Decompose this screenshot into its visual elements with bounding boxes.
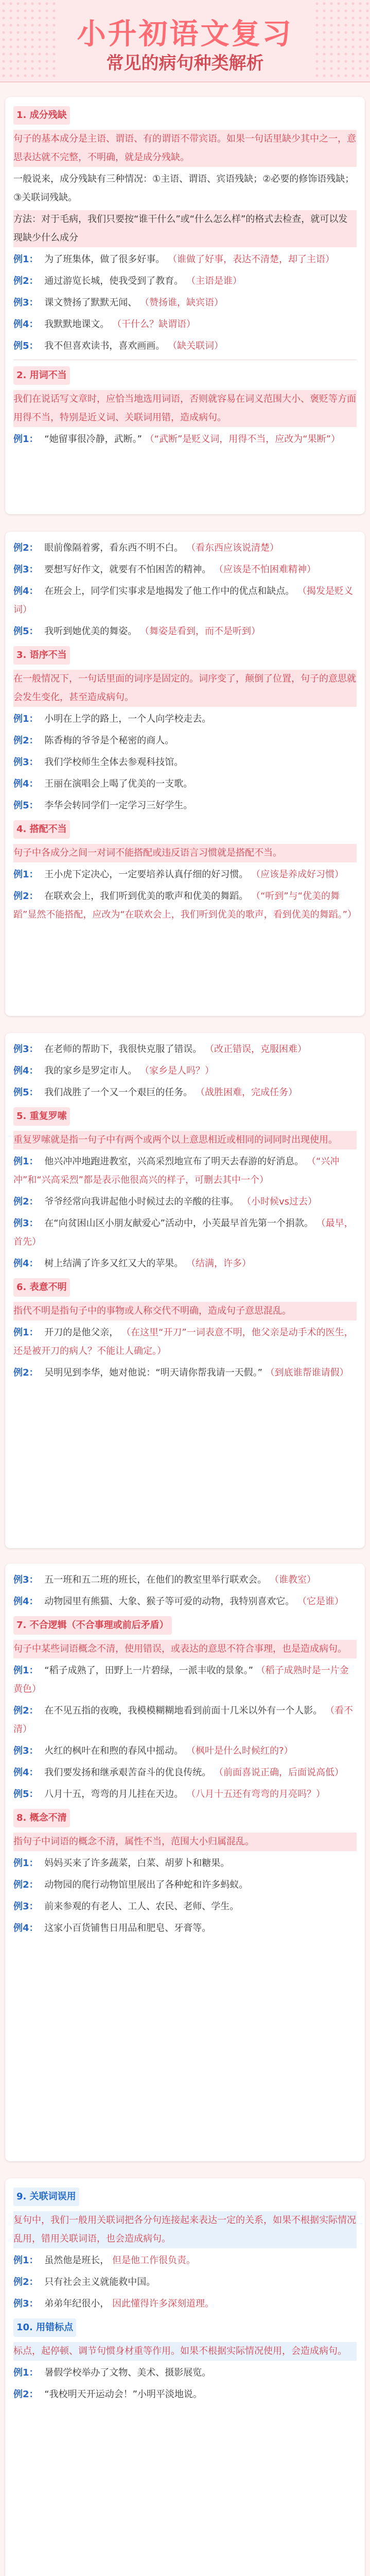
example-label: 例1： [13, 1156, 39, 1167]
example-note: （应该是养成好习惯） [251, 869, 344, 880]
section-definition: 句子的基本成分是主语、谓语、有的谓语不带宾语。如果一句话里缺少其中之一，意思表达就不完整，不明确，就是成分残缺。 [13, 130, 357, 167]
card-1 [5, 97, 365, 514]
example-note: （它是谁） [297, 1596, 344, 1607]
example-item [13, 1324, 357, 1361]
section-title: 7. 不合逻辑（不合事理或前后矛盾） [13, 1616, 172, 1635]
example-note: （小时候vs过去） [242, 1196, 318, 1207]
example-item [13, 561, 357, 579]
example-note: （战胜困难，完成任务） [196, 1087, 297, 1098]
example-text: 前来参观的有老人、工人、农民、老师、学生。 [44, 1901, 239, 1912]
example-note: 因此懂得许多深刻道理。 [112, 2298, 214, 2309]
example-item [13, 1785, 357, 1804]
example-item [13, 1571, 357, 1589]
example-text: 火红的枫叶在和煦的春风中摇动。 [44, 1745, 184, 1756]
example-text: 在“向贫困山区小朋友献爱心”活动中，小芙最早首先第一个捐款。 [44, 1218, 313, 1229]
page-title: 小升初语文复习 [77, 18, 293, 51]
example-text: 吴明见到李华，她对他说：“明天请你帮我请一天假。” [44, 1367, 262, 1378]
example-text: 我们学校师生全体去参观科技馆。 [44, 757, 184, 768]
example-note: （看东西应该说清楚） [186, 543, 279, 553]
example-label: 例1： [13, 714, 39, 724]
example-item [13, 315, 357, 334]
example-note: （稻子成熟时是一片金黄色） [13, 1665, 349, 1694]
example-label: 例1： [13, 1327, 39, 1338]
example-label: 例2： [13, 1367, 39, 1378]
example-label: 例1： [13, 1665, 39, 1676]
example-text: 虽然他是班长， [44, 2255, 110, 2266]
example-label: 例3： [13, 2298, 39, 2309]
example-text: 动物园里有熊猫、大象、猴子等可爱的动物，我特别喜欢它。 [44, 1596, 295, 1607]
example-label: 例5： [13, 626, 39, 637]
example-item [13, 2273, 357, 2292]
example-item [13, 796, 357, 815]
section-definition: 指代不明是指句子中的事物或人称交代不明确，造成句子意思混乱。 [13, 1302, 357, 1320]
example-item [13, 1876, 357, 1894]
example-note: （前面喜说正确，后面说高低） [214, 1767, 344, 1778]
example-note: （应该是不怕困难精神） [214, 564, 316, 575]
page-subtitle: 常见的病句种类解析 [106, 53, 264, 74]
example-text: 弟弟年纪很小， [44, 2298, 110, 2309]
example-text: 我听到她优美的舞姿。 [44, 626, 137, 637]
example-note: （在这里“开刀”一词表意不明，他父亲是动手术的医生，还是被开刀的病人？不能让人确定。） [13, 1327, 354, 1357]
example-note: （结满，许多） [186, 1258, 251, 1269]
example-note: （“听到”与“优美的舞蹈”显然不能搭配，应改为“在联欢会上，我们听到优美的歌声，看到优美的舞蹈。”） [13, 891, 357, 920]
example-text: 暑假学校举办了文物、美术、摄影展览。 [44, 2367, 212, 2378]
section-title: 2. 用词不当 [13, 366, 70, 385]
example-item [13, 1854, 357, 1873]
example-label: 例4： [13, 586, 39, 597]
example-note: （主语是谁） [186, 276, 242, 286]
example-text: 在班会上，同学们实事求是地揭发了他工作中的优点和缺点。 [44, 586, 295, 597]
example-text: “稻子成熟了，田野上一片碧绿，一派丰收的景象。” [44, 1665, 253, 1676]
example-label: 例1： [13, 254, 39, 265]
example-item [13, 1040, 357, 1059]
example-text: 我们战胜了一个又一个艰巨的任务。 [44, 1087, 193, 1098]
example-note: （“兴冲冲”和“兴高采烈”都是表示他很高兴的样子，可删去其中一个） [13, 1156, 340, 1185]
example-label: 例1： [13, 2367, 39, 2378]
example-item [13, 582, 357, 619]
example-note: （舞姿是看到，而不是听到） [140, 626, 260, 637]
example-note: （家乡是人吗？） [140, 1065, 214, 1076]
example-label: 例4： [13, 1767, 39, 1778]
section-title: 4. 搭配不当 [13, 820, 70, 839]
example-text: 要想写好作文，就要有不怕困苦的精神。 [44, 564, 212, 575]
example-text: 在不见五指的夜晚，我模模糊糊地看到前面十几米以外有一个人影。 [44, 1705, 323, 1716]
example-text: 小明在上学的路上，一个人向学校走去。 [44, 714, 212, 724]
example-note: （到底谁帮谁请假） [265, 1367, 349, 1378]
example-note: （看不清） [13, 1705, 353, 1735]
section-title: 9. 关联词误用 [13, 2188, 79, 2206]
example-text: 八月十五，弯弯的月儿挂在天边。 [44, 1789, 184, 1800]
example-note: （缺关联词） [168, 341, 223, 351]
example-text: “我校明天开运动会！”小明平淡地说。 [44, 2389, 202, 2400]
example-label: 例2： [13, 2277, 39, 2287]
example-item [13, 250, 357, 269]
example-item [13, 1919, 357, 1938]
example-note: （最早，首先） [13, 1218, 354, 1247]
example-text: 在老师的帮助下，我很快克服了错误。 [44, 1044, 202, 1055]
example-text: 开刀的是他父亲， [44, 1327, 119, 1338]
section-definition: 我们在说话写文章时，应恰当地选用词语，否则就容易在词义范围大小、褒贬等方面用得不当，特别是近义词、关联词用错，造成病句。 [13, 390, 357, 427]
section-kind: 一般说来，成分残缺有三种情况：①主语、谓语、宾语残缺；②必要的修饰语残缺；③关联词残缺。 [13, 174, 355, 203]
example-item [13, 272, 357, 291]
section-definition: 在一般情况下，一句话里面的词序是固定的。词序变了，颠倒了位置，句子的意思就会发生变化，甚至造成病句。 [13, 670, 357, 707]
example-label: 例4： [13, 778, 39, 789]
example-label: 例5： [13, 341, 39, 351]
example-item [13, 732, 357, 750]
example-label: 例3： [13, 1044, 39, 1055]
example-label: 例3： [13, 1901, 39, 1912]
example-item [13, 337, 357, 355]
section-definition: 指句子中词语的概念不清，属性不当，范围大小归属混乱。 [13, 1833, 357, 1851]
example-label: 例5： [13, 1087, 39, 1098]
example-label: 例1： [13, 869, 39, 880]
example-text: 我们要发扬和继承艰苦奋斗的优良传统。 [44, 1767, 212, 1778]
example-note: （八月十五还有弯弯的月亮吗？） [186, 1789, 325, 1800]
example-label: 例1： [13, 2255, 39, 2266]
section-definition: 标点，起停顿、调节句惯身材重等作用。如果不根据实际情况使用，会造成病句。 [13, 2342, 357, 2361]
card-2 [5, 532, 365, 1016]
example-label: 例3： [13, 1218, 39, 1229]
example-label: 例4： [13, 1923, 39, 1934]
example-text: 只有社会主义就能救中国。 [44, 2277, 156, 2287]
example-item [13, 887, 357, 924]
section-definition: 句子中各成分之间一对词不能搭配或违反语言习惯就是搭配不当。 [13, 844, 357, 862]
example-item [13, 1083, 357, 1102]
example-text: 我不但喜欢读书，喜欢画画。 [44, 341, 165, 351]
section-title: 8. 概念不清 [13, 1809, 70, 1827]
section-definition: 重复罗嗦就是指一句子中有两个或两个以上意思相近或相同的词同时出现使用。 [13, 1131, 357, 1149]
example-item [13, 294, 357, 312]
example-note: 但是他工作很负责。 [112, 2255, 196, 2266]
example-note: （谁教室） [270, 1574, 316, 1585]
example-text: 妈妈买来了许多蔬菜，白菜、胡萝卜和糖果。 [44, 1858, 230, 1869]
example-item [13, 753, 357, 772]
example-label: 例4： [13, 1065, 39, 1076]
card-3 [5, 1033, 365, 1548]
example-note: （“武断”是贬义词，用得不当，应改为“果断”） [145, 434, 340, 445]
example-text: 课文赞扬了默默无闻、 [44, 297, 137, 308]
section-title: 3. 语序不当 [13, 646, 70, 665]
example-label: 例3： [13, 297, 39, 308]
example-item [13, 1592, 357, 1611]
example-text: 我默默地课文。 [44, 319, 110, 330]
example-label: 例2： [13, 1879, 39, 1890]
example-label: 例3： [13, 1574, 39, 1585]
example-item [13, 2385, 357, 2404]
example-text: 王小虎下定决心，一定要培养认真仔细的好习惯。 [44, 869, 249, 880]
section-title: 5. 重复罗嗦 [13, 1107, 70, 1126]
example-label: 例3： [13, 564, 39, 575]
example-item [13, 1193, 357, 1211]
example-text: 为了班集体，做了很多好事。 [44, 254, 165, 265]
example-label: 例2： [13, 1196, 39, 1207]
example-text: 树上结满了许多又红又大的苹果。 [44, 1258, 184, 1269]
section-title: 6. 表意不明 [13, 1278, 70, 1297]
example-text: 我的家乡是罗定市人。 [44, 1065, 137, 1076]
example-label: 例2： [13, 2389, 39, 2400]
section-title: 10. 用错标点 [13, 2318, 76, 2337]
example-item [13, 1255, 357, 1273]
example-label: 例4： [13, 1258, 39, 1269]
example-item [13, 866, 357, 884]
example-item [13, 2364, 357, 2382]
example-label: 例1： [13, 1858, 39, 1869]
example-label: 例5： [13, 1789, 39, 1800]
example-label: 例4： [13, 1596, 39, 1607]
example-label: 例2： [13, 276, 39, 286]
example-note: （赞扬谁，缺宾语） [140, 297, 223, 308]
example-item [13, 1662, 357, 1699]
example-item [13, 775, 357, 793]
example-item [13, 1897, 357, 1916]
section-definition: 句子中某些词语概念不清，使用错误，或表达的意思不符合事理，也是造成病句。 [13, 1640, 357, 1658]
example-note: （干什么？缺谓语） [112, 319, 196, 330]
example-text: 眼前像隔着雾，看东西不明不白。 [44, 543, 184, 553]
example-item [13, 1702, 357, 1739]
example-item [13, 622, 357, 641]
example-label: 例3： [13, 1745, 39, 1756]
example-text: 动物园的爬行动物馆里展出了各种蛇和许多蚂蚁。 [44, 1879, 249, 1890]
example-text: 陈香梅的爷爷是个秘密的商人。 [44, 735, 174, 746]
example-item [13, 539, 357, 557]
example-item [13, 2251, 357, 2270]
example-item [13, 710, 357, 728]
header-banner [0, 0, 370, 82]
example-text: 他兴冲冲地跑进教室，兴高采烈地宣布了明天去春游的好消息。 [44, 1156, 304, 1167]
card-5 [5, 2178, 365, 2576]
card-4 [5, 1564, 365, 2161]
example-label: 例2： [13, 543, 39, 553]
example-label: 例2： [13, 1705, 39, 1716]
example-note: （枫叶是什么时候红的?） [186, 1745, 293, 1756]
section-definition: 复句中，我们一般用关联词把各分句连接起来表达一定的关系，如果不根据实际情况乱用，错用关联词语，也会造成病句。 [13, 2211, 357, 2248]
example-text: 爷爷经常向我讲起他小时候过去的辛酸的往事。 [44, 1196, 239, 1207]
example-note: （揭发是贬义词） [13, 586, 353, 615]
section-title: 1. 成分残缺 [13, 106, 70, 125]
example-text: 通过游览长城，使我受到了教育。 [44, 276, 184, 286]
example-note: （谁做了好事，表达不清楚，却了主语） [168, 254, 334, 265]
example-text: 在联欢会上，我们听到优美的歌声和优美的舞蹈。 [44, 891, 249, 902]
example-item [13, 1742, 357, 1760]
example-label: 例1： [13, 434, 39, 445]
example-item [13, 1364, 357, 1382]
example-label: 例2： [13, 891, 39, 902]
example-item [13, 2295, 357, 2313]
example-label: 例4： [13, 319, 39, 330]
example-text: 李华会转同学们一定学习三好学生。 [44, 800, 193, 811]
example-item [13, 430, 357, 449]
example-label: 例5： [13, 800, 39, 811]
example-item [13, 1153, 357, 1190]
example-label: 例3： [13, 757, 39, 768]
example-note: （改正错误，克服困难） [205, 1044, 307, 1055]
example-text: 五一班和五二班的班长，在他们的教室里举行联欢会。 [44, 1574, 267, 1585]
example-item [13, 1062, 357, 1080]
example-text: “她留事很冷静，武断。” [44, 434, 142, 445]
example-item [13, 1764, 357, 1782]
example-label: 例2： [13, 735, 39, 746]
example-text: 王丽在演唱会上喝了优美的一支歌。 [44, 778, 193, 789]
example-text: 这家小百货铺售日用品和肥皂、牙膏等。 [44, 1923, 212, 1934]
section-method: 方法：对于毛病，我们只要按“谁干什么”或“什么怎么样”的格式去检查，就可以发现缺少什么成分 [13, 210, 357, 247]
example-item [13, 1214, 357, 1251]
